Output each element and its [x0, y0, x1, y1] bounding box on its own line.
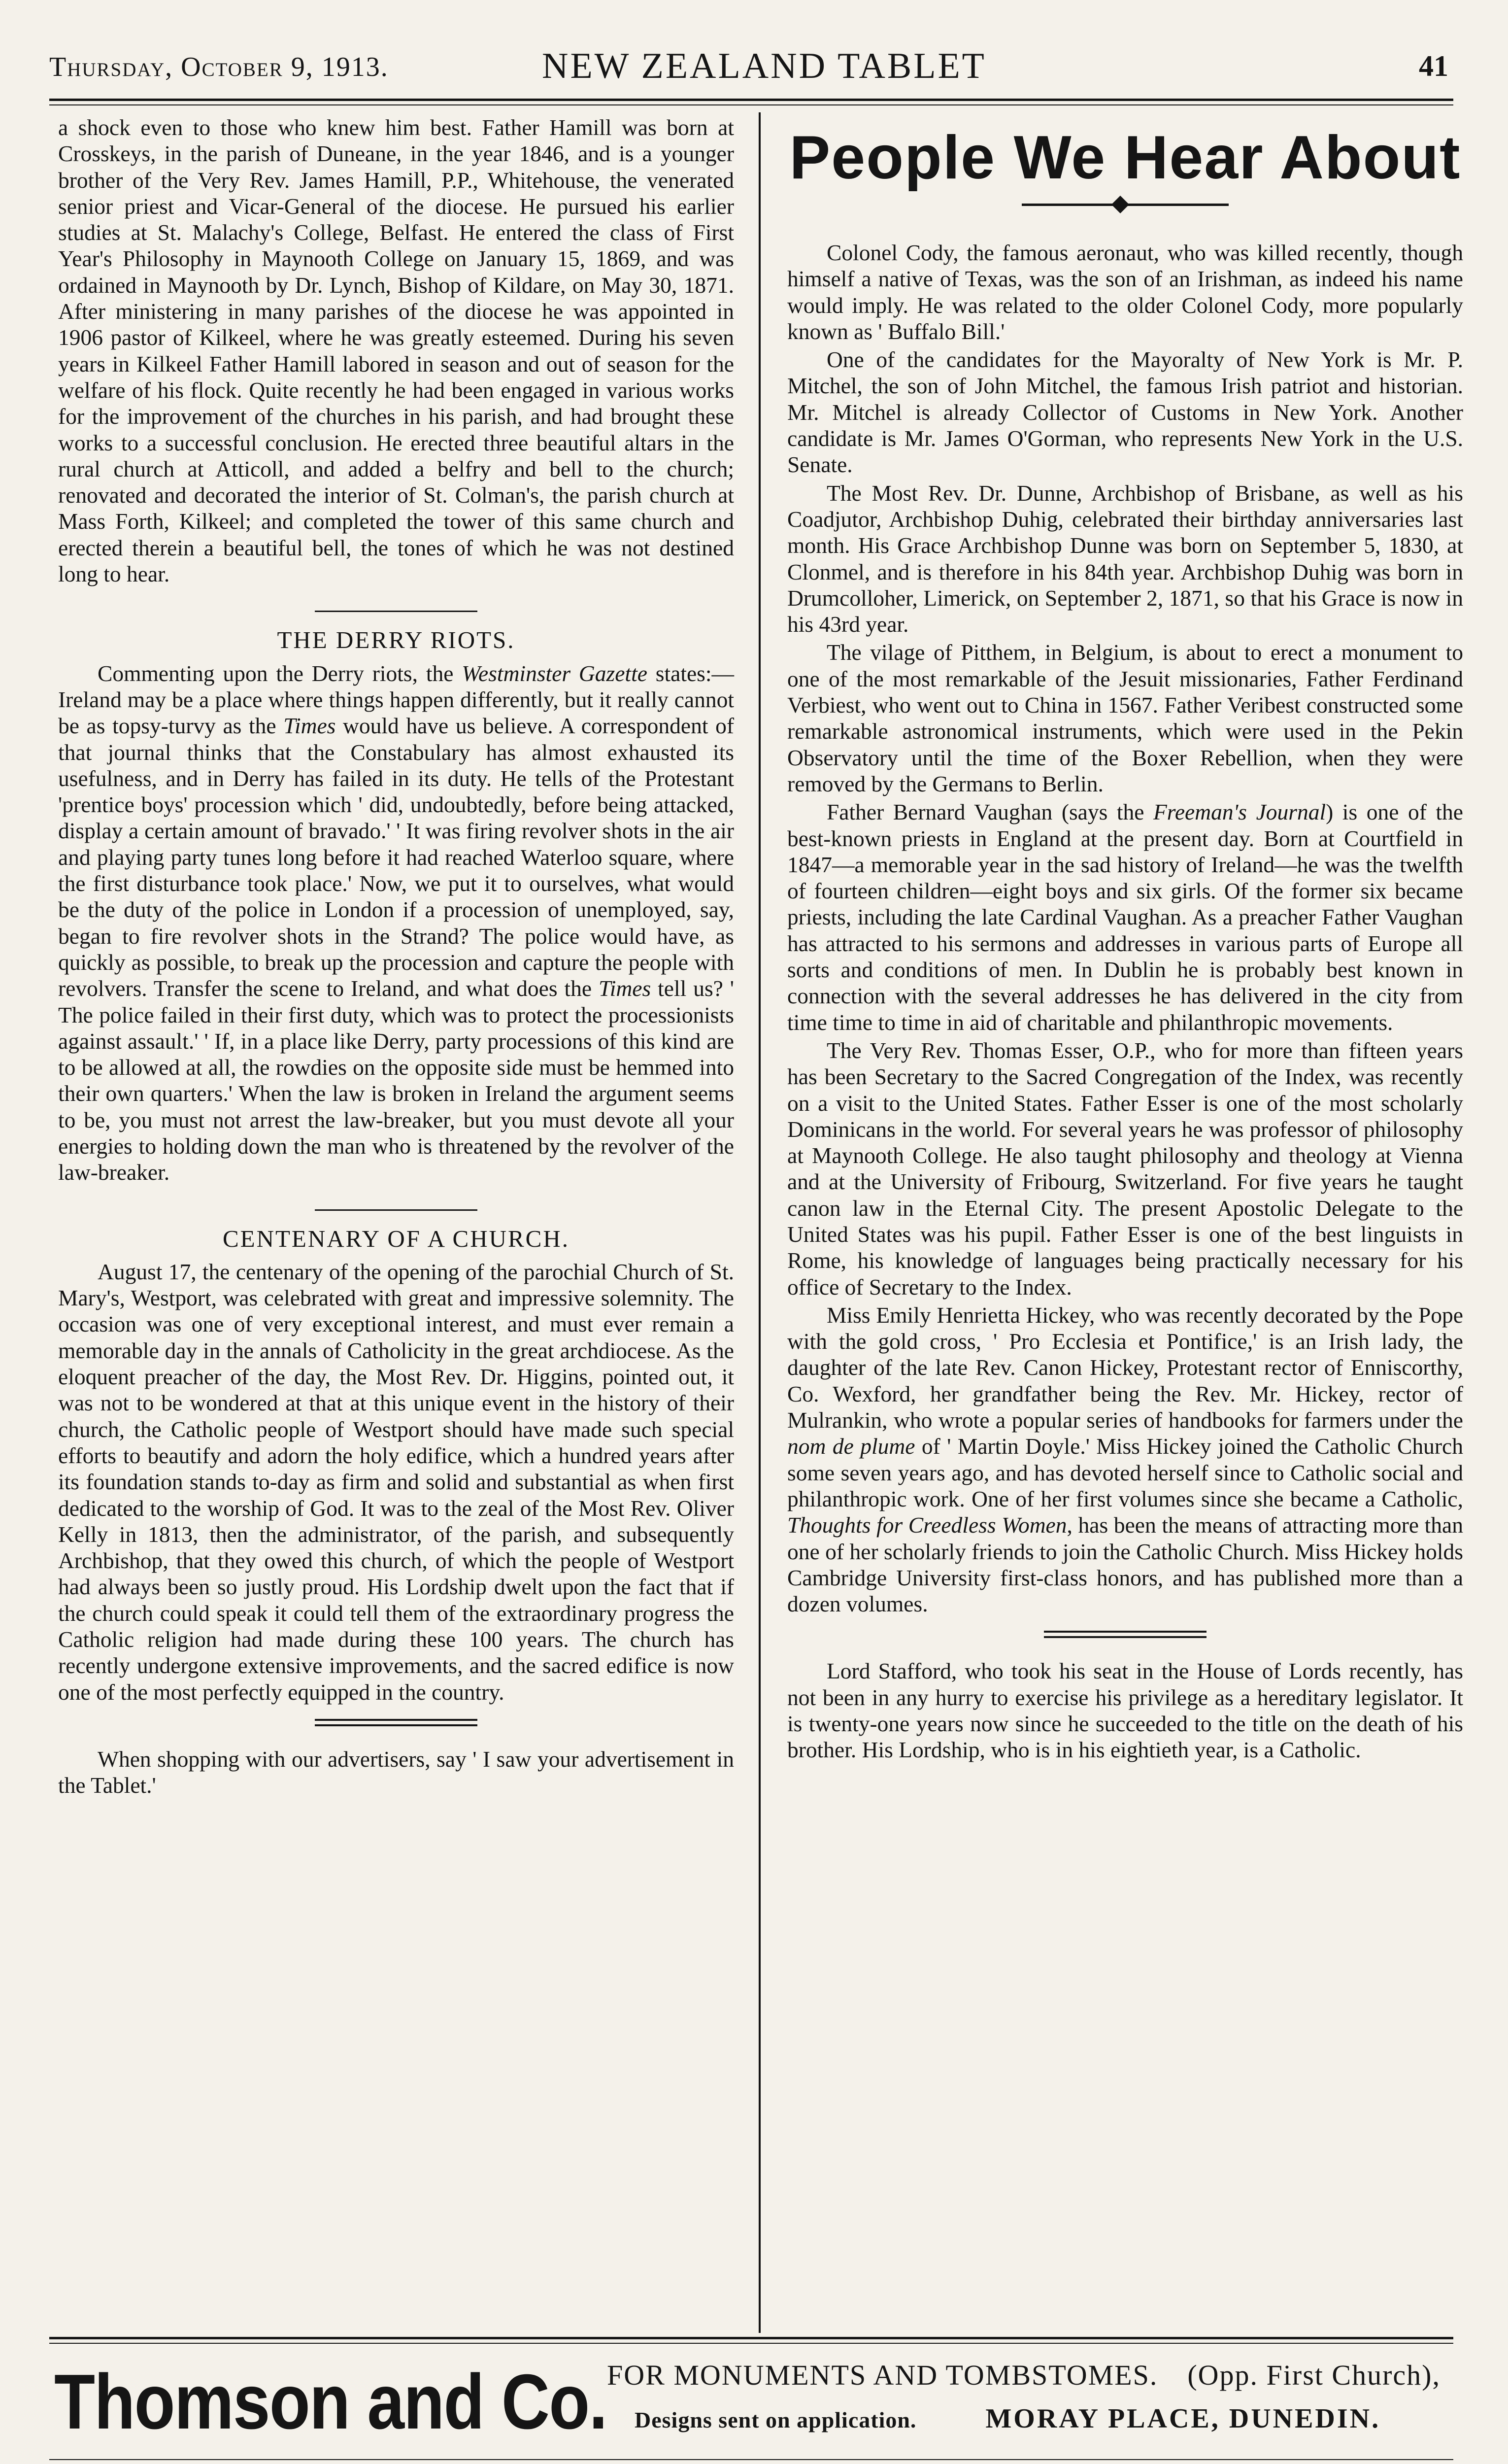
- centenary-paragraph: August 17, the centenary of the opening of the parochial Church of St. Mary's, Westport, was celebrated with great and impressive solemnity. The occasion was one of very exceptional interest, and must ever remain a memorable day in the annals of Catholicity in the great archdiocese. As the eloquent preacher of the day, the Most Rev. Dr. Higgins, pointed out, it was not to be wondered at that at this unique event in the history of their church, the Catholic people of Westport should have made such special efforts to beautify and adorn the holy edifice, which a hundred years after its foundation stands to-day as firm and solid and substantial as when first dedicated to the worship of God. It was to the zeal of the Most Rev. Oliver Kelly in 1813, then the administrator, of the parish, and subsequently Archbishop, that they owed this church, of which the people of Westport had always been so justly proud. His Lordship dwelt upon the fact that if the church could speak it could tell them of the extraordinary progress the Catholic religion had made during these 100 years. The church has recently undergone extensive improvements, and the sacred edifice is now one of the most perfectly equipped in the country.: [58, 1259, 734, 1705]
- derry-riots-heading: THE DERRY RIOTS.: [58, 611, 734, 653]
- text-span: Father Bernard Vaughan (says the: [827, 799, 1154, 825]
- page-number: 41: [1419, 50, 1448, 82]
- advert-designs: Designs sent on application.: [635, 2407, 917, 2432]
- centenary-heading: CENTENARY OF A CHURCH.: [58, 1209, 734, 1252]
- times-title: Times: [599, 976, 651, 1001]
- text-span: of ' Martin Doyle.' Miss Hickey joined the Catholic Church some seven years ago, and has devoted herself since to Catholic social and philanthropic work. One of her first volumes since she became a Catholic,: [787, 1434, 1464, 1511]
- text-span: Miss Emily Henrietta Hickey, who was recently decorated by the Pope with the gold cross, ' Pro Ecclesia et Pontifice,' is an Irish lady, the daughter of the late Rev. Canon Hickey, Protestant rector of Enniscorthy, Co. Wexford, her grandfather being the Rev. Mr. Hickey, rector of Mulrankin, who wrote a popular series of handbooks for farmers under the: [787, 1302, 1463, 1433]
- derry-text-part3: would have us believe. A correspondent of that journal thinks that the Constabulary has almost exhausted its usefulness, and in Derry has failed in its duty. He tells of the Protestant 'prentice boys' procession which ' did, undoubtedly, before being attacked, display a certain amount of bravado.' ' It was firing revolver shots in the air and playing party tunes long before it had reached Waterloo square, where the first disturbance took place.' Now, we put it to ourselves, what would be the duty of the police in London if a procession of unemployed, say, began to fire revolver shots in the Strand? The police would have, as quickly as possible, to break up the procession and capture the people with revolvers. Transfer the scene to Ireland, and what does the: [58, 713, 734, 1001]
- masthead-rule: [49, 99, 1453, 101]
- section-separator: [315, 1719, 477, 1726]
- westminster-gazette-title: Westminster Gazette: [462, 660, 647, 686]
- book-title: Thoughts for Creedless Women: [787, 1512, 1067, 1538]
- derry-text-part4: tell us? ' The police failed in their first duty, which was to protect the processionists against assault.' ' If, in a place like Derry, party processions of this kind are to be allowed at all, the rowdies on the opposite side must be hemmed into their own quarters.' When the law is broken in Ireland the argument seems to be, you must not arrest the law-breaker, but you must devote all your energies to holding down the man who is threatened by the revolver of the law-breaker.: [58, 976, 734, 1185]
- advert-monuments: FOR MONUMENTS AND TOMBSTOMES.: [607, 2359, 1158, 2391]
- advert-services: [607, 2359, 1441, 2392]
- people-item: The Very Rev. Thomas Esser, O.P., who for more than fifteen years has been Secretary to the Sacred Congregation of the Index, was recently on a visit to the United States. Father Esser is one of the most scholarly Dominicans in the world. For several years he was professor of philosophy at Maynooth College. He also taught philosophy and theology at Vienna and at the University of Fribourg, Switzerland. For five years he taught canon law in the Eternal City. The present Apostolic Delegate to the United States was his pupil. Father Esser is one of the best linguists in Rome, his knowledge of languages being practically necessary for his office of Secretary to the Index.: [787, 1037, 1463, 1300]
- nom-de-plume-italic: nom de plume: [787, 1434, 915, 1459]
- advert-company-name: Thomson and Co.: [54, 2359, 607, 2445]
- advert-rule-thin: [49, 2343, 1453, 2344]
- people-item: One of the candidates for the Mayoralty of New York is Mr. P. Mitchel, the son of John Mitchel, the famous Irish patriot and historian. Mr. Mitchel is already Collector of Customs in New York. Another candidate is Mr. James O'Gorman, who represents New York in the U.S. Senate.: [787, 347, 1463, 478]
- masthead-rule-thin: [49, 104, 1453, 105]
- derry-riots-paragraph: [58, 660, 734, 1186]
- people-item: Colonel Cody, the famous aeronaut, who was killed recently, though himself a native of Texas, was the son of an Irishman, as indeed his name would imply. He was related to the older Colonel Cody, more popularly known as ' Buffalo Bill.': [787, 240, 1463, 344]
- column-rule: [759, 112, 761, 2333]
- hamill-obituary-paragraph: a shock even to those who knew him best. Father Hamill was born at Crosskeys, in the parish of Duneane, in the year 1846, and is a younger brother of the Very Rev. James Hamill, P.P., Whitehouse, the venerated senior priest and Vicar-General of the diocese. He pursued his earlier studies at St. Malachy's College, Belfast. He entered the class of First Year's Philosophy in Maynooth College on January 15, 1869, and was ordained in Maynooth by Dr. Lynch, Bishop of Kildare, on May 30, 1871. After ministering in many parishes of the diocese he was appointed in 1906 pastor of Kilkeel, where he was greatly esteemed. During his seven years in Kilkeel Father Hamill labored in season and out of season for the welfare of his flock. Quite recently he had been engaged in various works for the improvement of the churches in his parish, and had brought these works to a successful conclusion. He erected three beautiful altars in the rural church at Atticoll, and added a belfry and bell to the church; renovated and decorated the interior of St. Colman's, the parish church at Mass Forth, Kilkeel; and completed the tower of this same church and erected therein a beautiful bell, the tones of which he was not destined long to hear.: [58, 115, 734, 587]
- times-title: Times: [283, 713, 336, 739]
- right-column: [787, 114, 1463, 1763]
- people-item: [787, 799, 1463, 1035]
- section-separator: [1044, 1631, 1206, 1638]
- thomson-advertisement: [49, 2351, 1453, 2449]
- left-column: [58, 114, 734, 1799]
- derry-text-part2: states:—Ireland may be a place where things happen differently, but it really cannot be as topsy-turvy as the: [58, 660, 735, 739]
- derry-text-lead: Commenting upon the Derry riots, the: [98, 660, 462, 686]
- masthead: [49, 45, 1453, 100]
- issue-date: Thursday, October 9, 1913.: [49, 52, 389, 82]
- people-we-hear-about-heading: People We Hear About: [789, 124, 1461, 192]
- text-span: , has been the means of attracting more than one of her scholarly friends to join the Catholic Church. Miss Hickey holds Cambridge University first-class honors, and has published more than a dozen volumes.: [787, 1512, 1463, 1617]
- heading-ornament: [1022, 197, 1229, 212]
- advertiser-note: When shopping with our advertisers, say ' I saw your advertisement in the Tablet.': [58, 1746, 734, 1798]
- advert-rule: [49, 2337, 1453, 2339]
- people-item: [787, 1302, 1463, 1617]
- people-item: The vilage of Pitthem, in Belgium, is about to erect a monument to one of the most remarkable of the Jesuit missionaries, Father Ferdinand Verbiest, who went out to China in 1567. Father Veribest constructed some remarkable astronomical instruments, which were used in the Pekin Observatory until the time of the Boxer Rebellion, when they were removed by the Germans to Berlin.: [787, 640, 1463, 796]
- people-item: The Most Rev. Dr. Dunne, Archbishop of Brisbane, as well as his Coadjutor, Archbishop Duhig, celebrated their birthday anniversaries last month. His Grace Archbishop Dunne was born on September 5, 1830, at Clonmel, and is therefore in his 84th year. Archbishop Duhig was born in Drumcolloher, Limerick, on September 2, 1871, so that his Grace is now in his 43rd year.: [787, 480, 1463, 637]
- people-item: Lord Stafford, who took his seat in the House of Lords recently, has not been in any hurry to exercise his privilege as a hereditary legislator. It is twenty-one years now since he succeeded to the title on the death of his brother. His Lordship, who is in his eightieth year, is a Catholic.: [787, 1658, 1463, 1763]
- advert-bottom-rule: [49, 2459, 1453, 2460]
- advert-location-note: (Opp. First Church),: [1187, 2359, 1441, 2391]
- freemans-journal-title: Freeman's Journal: [1153, 799, 1326, 825]
- publication-title: NEW ZEALAND TABLET: [542, 46, 986, 86]
- advert-address: MORAY PLACE, DUNEDIN.: [985, 2403, 1381, 2434]
- advert-details: [635, 2403, 1380, 2434]
- text-span: ) is one of the best-known priests in England at the present day. Born at Courtfield in 1847—a memorable year in the sad history of Ireland—he was the twelfth of fourteen children—eight boys and six girls. Of the former six became priests, including the late Cardinal Vaughan. As a preacher Father Vaughan has attracted to his sermons and addresses in various parts of Europe all sorts and conditions of men. In Dublin he is probably best known in connection with the several addresses he has delivered in the city from time time to time in aid of charitable and philanthropic movements.: [787, 799, 1463, 1035]
